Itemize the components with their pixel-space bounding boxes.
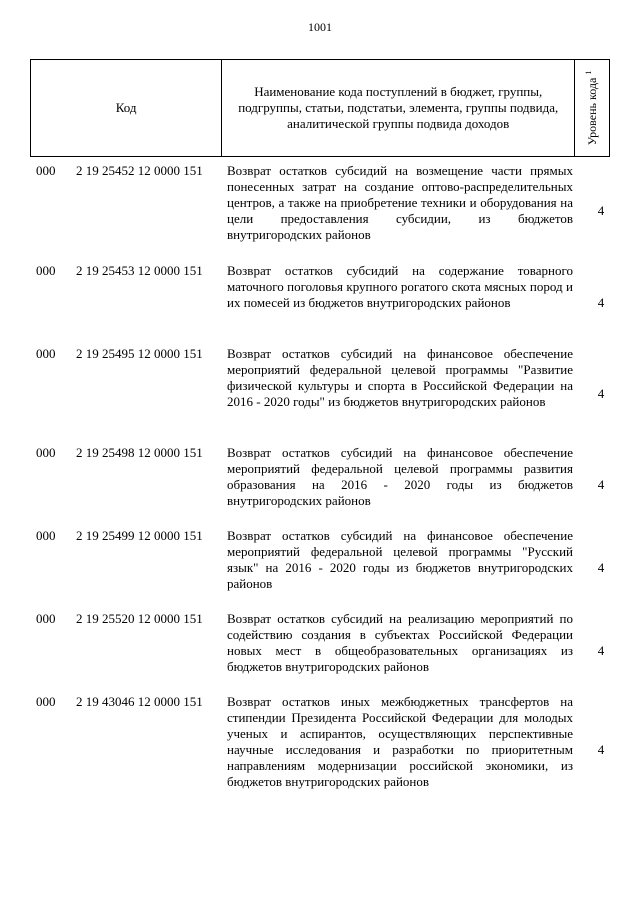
revenue-code: 2 19 25498 12 0000 151 xyxy=(76,445,203,460)
admin-code: 000 xyxy=(36,528,56,543)
table-header xyxy=(30,59,610,157)
code-level: 4 xyxy=(597,386,605,401)
code-level: 4 xyxy=(597,477,605,492)
revenue-code: 2 19 25453 12 0000 151 xyxy=(76,263,203,278)
revenue-name: Возврат остатков субсидий на финансовое обеспечение мероприятий федеральной целевой программы развития образования на 2016 - 2020 годы из бюджетов внутригородских районов xyxy=(227,445,573,508)
revenue-codes-table xyxy=(30,59,610,789)
revenue-code: 2 19 25495 12 0000 151 xyxy=(76,346,203,361)
admin-code: 000 xyxy=(36,263,56,278)
revenue-code: 2 19 25520 12 0000 151 xyxy=(76,611,203,626)
revenue-name: Возврат остатков субсидий на финансовое обеспечение мероприятий федеральной целевой программы "Развитие физической культуры и спорта в Российской Федерации на 2016 - 2020 годы" из бюджетов внутригородских районов xyxy=(227,346,573,409)
page-number: 1001 xyxy=(308,20,332,34)
admin-code: 000 xyxy=(36,611,56,626)
revenue-code: 2 19 25452 12 0000 151 xyxy=(76,163,203,178)
header-code: Код xyxy=(30,60,222,156)
header-name: Наименование кода поступлений в бюджет, группы, подгруппы, статьи, подстатьи, элемента, группы подвида, аналитической группы подвида доходов xyxy=(222,60,575,156)
revenue-name: Возврат остатков иных межбюджетных трансфертов на стипендии Президента Российской Федерации для молодых ученых и аспирантов, осуществляющих перспективные научные исследования и разработки по приоритетным направлениям модернизации российской экономики, из бюджетов внутригородских районов xyxy=(227,694,573,789)
admin-code: 000 xyxy=(36,163,56,178)
revenue-code: 2 19 43046 12 0000 151 xyxy=(76,694,203,709)
header-level-text xyxy=(584,71,600,146)
code-level: 4 xyxy=(597,742,605,757)
code-level: 4 xyxy=(597,643,605,658)
code-level: 4 xyxy=(597,560,605,575)
revenue-name: Возврат остатков субсидий на финансовое обеспечение мероприятий федеральной целевой программы "Русский язык" на 2016 - 2020 годы из бюджетов внутригородских районов xyxy=(227,528,573,591)
admin-code: 000 xyxy=(36,346,56,361)
code-level: 4 xyxy=(597,203,605,218)
revenue-name: Возврат остатков субсидий на содержание товарного маточного поголовья крупного рогатого скота мясных пород и их помесей из бюджетов внутригородских районов xyxy=(227,263,573,310)
admin-code: 000 xyxy=(36,694,56,709)
header-level xyxy=(575,60,610,156)
admin-code: 000 xyxy=(36,445,56,460)
revenue-name: Возврат остатков субсидий на возмещение части прямых понесенных затрат на создание оптово-распределительных центров, а также на приобретение техники и оборудования на цели предоставления субсидии, из бюджетов внутригородских районов xyxy=(227,163,573,242)
code-level: 4 xyxy=(597,295,605,310)
header-level-footnote: 1 xyxy=(584,70,594,75)
revenue-name: Возврат остатков субсидий на реализацию мероприятий по содействию создания в субъектах Российской Федерации новых мест в общеобразовательных организациях из бюджетов внутригородских районов xyxy=(227,611,573,674)
revenue-code: 2 19 25499 12 0000 151 xyxy=(76,528,203,543)
header-level-label: Уровень кода xyxy=(585,77,600,146)
